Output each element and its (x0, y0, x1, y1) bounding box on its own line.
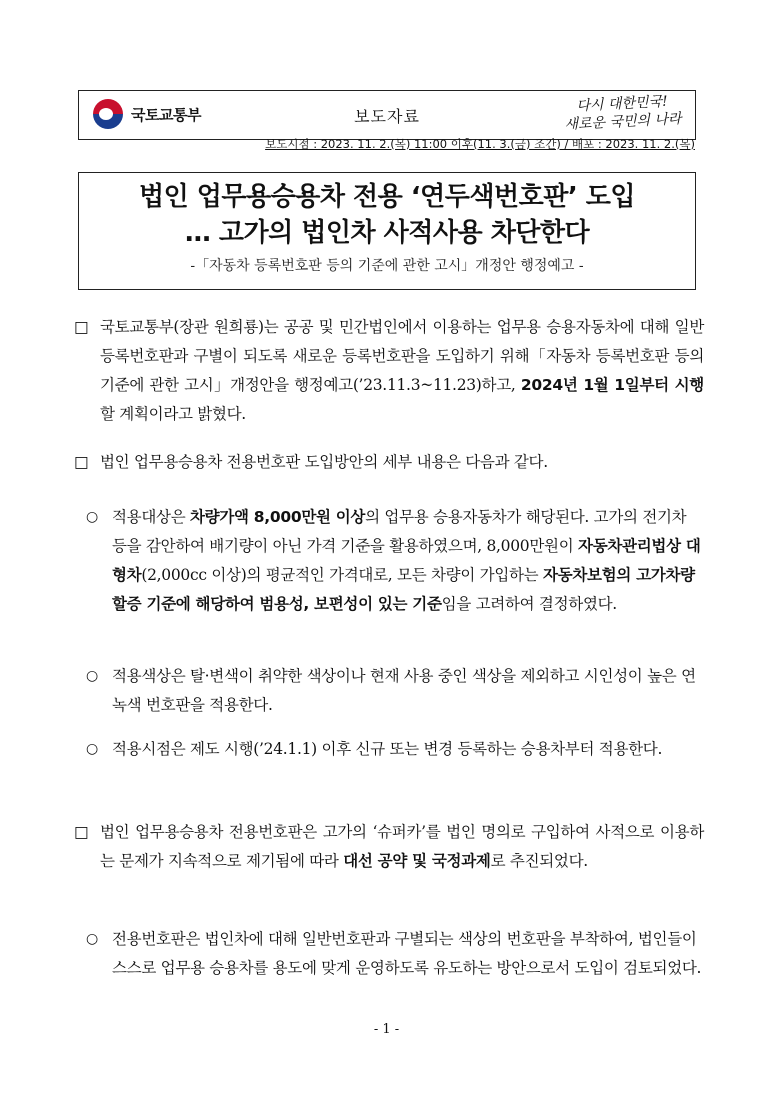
s1-text-a: 적용대상은 (112, 508, 190, 526)
title-line1: 법인 업무용승용차 전용 ‘연두색번호판’ 도입 (138, 182, 636, 212)
org-name: 국토교통부 (131, 105, 201, 124)
circle-bullet: ○ (86, 509, 98, 525)
sub-item-3 (86, 735, 702, 764)
circle-bullet: ○ (86, 668, 98, 684)
sub-item-1 (86, 503, 702, 619)
s1-bold-insurance: 자동차보험의 고가차량 할증 기준에 해당하여 범용성, 보편성이 있는 기준 (112, 566, 695, 613)
paragraph-3 (74, 818, 704, 876)
circle-bullet: ○ (86, 741, 98, 757)
s1-bold-price: 차량가액 8,000만원 이상 (190, 508, 366, 526)
paragraph-2 (74, 448, 704, 477)
subtitle: -「자동차 등록번호판 등의 기준에 관한 고시」개정안 행정예고 - (190, 258, 584, 274)
release-meta: 보도시점 : 2023. 11. 2.(목) 11:00 이후(11. 3.(금) 조간) / 배포 : 2023. 11. 2.(목) (265, 137, 695, 151)
paragraph-1 (74, 313, 704, 429)
doc-type: 보도자료 (354, 107, 420, 126)
s1-text-g: 임을 고려하여 결정하였다. (441, 595, 617, 613)
p1-bold-date: 2024년 1월 1일부터 시행 (520, 376, 704, 394)
p3-bold-pledge: 대선 공약 및 국정과제 (343, 852, 491, 870)
slogan-line1: 다시 대한민국! (576, 93, 668, 115)
slogan (563, 92, 682, 134)
p3-text-a: 법인 업무용승용차 전용번호판은 고가의 ‘슈퍼카’를 법인 명의로 구입하여 사적으로 이용하는 문제가 지속적으로 제기됨에 따라 (100, 823, 704, 870)
sub-item-2 (86, 662, 702, 720)
page-number: - 1 - (373, 1022, 400, 1037)
sub-item-4 (86, 925, 702, 983)
s1-text-c: 의 업무용 승용자동차가 해당된다. 고가의 전기차 등을 감안하여 배기량이 아닌 가격 기준을 활용하였으며, 8,000만원이 (112, 508, 687, 555)
s3-text: 적용시점은 제도 시행(’24.1.1) 이후 신규 또는 변경 등록하는 승용차부터 적용한다. (112, 740, 663, 758)
title-line2: … 고가의 법인차 사적사용 차단한다 (184, 218, 590, 248)
circle-bullet: ○ (86, 931, 98, 947)
p2-text: 법인 업무용승용차 전용번호판 도입방안의 세부 내용은 다음과 같다. (100, 453, 548, 471)
s1-text-e: (2,000cc 이상)의 평균적인 가격대로, 모든 차량이 가입하는 (141, 566, 543, 584)
s2-text: 적용색상은 탈·변색이 취약한 색상이나 현재 사용 중인 색상을 제외하고 시인성이 높은 연녹색 번호판을 적용한다. (112, 667, 696, 714)
p3-text-c: 로 추진되었다. (490, 852, 588, 870)
s1-bold-largecar: 자동차관리법상 대형차 (112, 537, 701, 584)
s4-text: 전용번호판은 법인차에 대해 일반번호판과 구별되는 색상의 번호판을 부착하여, 법인들이 스스로 업무용 승용차를 용도에 맞게 운영하도록 유도하는 방안으로서 도입이 검토되었다. (112, 930, 702, 977)
title-box (78, 172, 696, 290)
press-header (78, 90, 696, 140)
square-bullet: □ (74, 823, 89, 841)
square-bullet: □ (74, 318, 89, 336)
p1-text-a: 국토교통부(장관 원희룡)는 공공 및 민간법인에서 이용하는 업무용 승용자동차에 대해 일반 등록번호판과 구별이 되도록 새로운 등록번호판을 도입하기 위해「자동차 등록번호판 등의 기준에 관한 고시」개정안을 행정예고(’23.11.3~11.23)하고, (100, 318, 704, 394)
square-bullet: □ (74, 453, 89, 471)
slogan-line2: 새로운 국민의 나라 (564, 110, 682, 134)
p1-text-c: 할 계획이라고 밝혔다. (100, 405, 246, 423)
